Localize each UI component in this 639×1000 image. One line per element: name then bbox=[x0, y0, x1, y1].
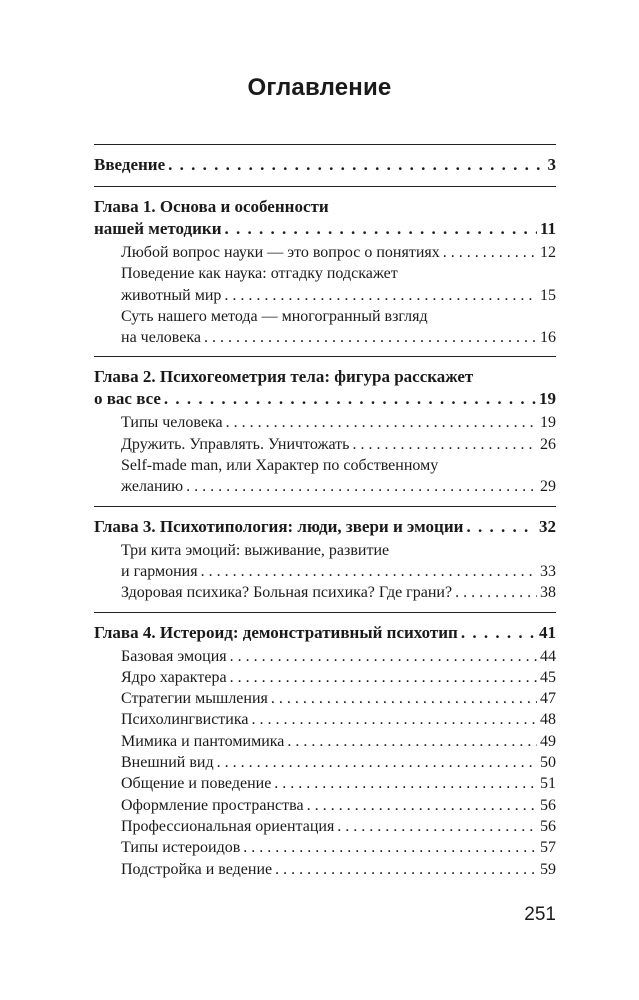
toc-chapter-title: Глава 4. Истероид: демонстративный психотип bbox=[94, 622, 458, 642]
toc-item[interactable] bbox=[94, 263, 556, 306]
toc-item[interactable] bbox=[94, 773, 556, 794]
dot-leader bbox=[230, 646, 537, 667]
toc-item[interactable] bbox=[94, 242, 556, 263]
toc-item-title: Профессиональная ориентация bbox=[121, 817, 335, 835]
toc-line bbox=[121, 859, 556, 880]
toc-section-chapter-1 bbox=[94, 186, 556, 356]
toc-page-number: 47 bbox=[540, 690, 556, 708]
toc-line bbox=[121, 582, 556, 603]
toc-chapter-title: Глава 3. Психотипология: люди, звери и эмоции bbox=[94, 516, 464, 536]
dot-leader bbox=[186, 476, 537, 497]
toc-page-number: 38 bbox=[540, 584, 556, 602]
dot-leader bbox=[217, 752, 537, 773]
dot-leader bbox=[352, 434, 537, 455]
toc-item[interactable] bbox=[94, 412, 556, 433]
toc-page-number: 16 bbox=[540, 329, 556, 347]
toc-page-number: 45 bbox=[540, 668, 556, 686]
toc-section-intro bbox=[94, 144, 556, 186]
toc-page-number: 51 bbox=[540, 775, 556, 793]
page-number: 251 bbox=[524, 904, 556, 925]
toc-page-number: 32 bbox=[539, 516, 556, 536]
toc-item[interactable] bbox=[94, 795, 556, 816]
toc-item-title: Психолингвистика bbox=[121, 711, 249, 729]
dot-leader bbox=[274, 773, 537, 794]
toc-item-title-line2: на человека bbox=[121, 329, 201, 347]
toc-chapter-title-line2: о вас все bbox=[94, 389, 161, 409]
toc-chapter[interactable] bbox=[94, 196, 556, 240]
toc-section-chapter-3 bbox=[94, 506, 556, 612]
toc-chapter[interactable] bbox=[94, 516, 556, 538]
toc-line bbox=[94, 218, 556, 240]
toc-item[interactable] bbox=[94, 688, 556, 709]
dot-leader bbox=[224, 285, 537, 306]
dot-leader bbox=[337, 816, 537, 837]
toc-line bbox=[121, 285, 556, 306]
toc-line bbox=[94, 622, 556, 644]
dot-leader bbox=[466, 516, 536, 538]
toc-chapter-title-line1: Глава 2. Психогеометрия тела: фигура расскажет bbox=[94, 367, 474, 387]
toc-line bbox=[121, 688, 556, 709]
toc-item-title-line1: Self-made man, или Характер по собственному bbox=[121, 457, 439, 475]
toc-line bbox=[121, 752, 556, 773]
toc-line bbox=[94, 154, 556, 176]
toc-item-title: Типы истероидов bbox=[121, 839, 241, 857]
dot-leader bbox=[275, 859, 537, 880]
toc-item-title: Стратегии мышления bbox=[121, 690, 268, 708]
toc-line bbox=[121, 434, 556, 455]
dot-leader bbox=[307, 795, 537, 816]
dot-leader bbox=[251, 709, 537, 730]
toc-section-chapter-2 bbox=[94, 356, 556, 505]
toc-item-title: Мимика и пантомимика bbox=[121, 732, 285, 750]
toc-item[interactable] bbox=[94, 455, 556, 498]
toc-chapter-title: Введение bbox=[94, 155, 166, 174]
toc-page-number: 33 bbox=[540, 562, 556, 580]
dot-leader bbox=[224, 218, 536, 240]
toc-item-title-line1: Три кита эмоций: выживание, развитие bbox=[121, 541, 390, 559]
toc-item[interactable] bbox=[94, 837, 556, 858]
toc-item-title-line2: желанию bbox=[121, 478, 184, 496]
toc-page-number: 19 bbox=[540, 414, 556, 432]
toc-line bbox=[94, 516, 556, 538]
toc-line bbox=[121, 327, 556, 348]
dot-leader bbox=[226, 412, 537, 433]
toc-line bbox=[121, 773, 556, 794]
toc-line bbox=[121, 667, 556, 688]
dot-leader bbox=[287, 731, 537, 752]
dot-leader bbox=[271, 688, 537, 709]
toc-page-number: 41 bbox=[539, 622, 556, 642]
toc-section-chapter-4 bbox=[94, 612, 556, 880]
toc-item-title: Любой вопрос науки — это вопрос о понятиях bbox=[121, 244, 440, 261]
toc-item[interactable] bbox=[94, 582, 556, 603]
toc-item-title: Типы человека bbox=[121, 414, 223, 432]
toc-line bbox=[121, 646, 556, 667]
toc-item-title: Дружить. Управлять. Уничтожать bbox=[121, 435, 350, 453]
toc-chapter[interactable] bbox=[94, 366, 556, 410]
toc-item[interactable] bbox=[94, 540, 556, 583]
toc-line bbox=[121, 837, 556, 858]
toc-page-number: 59 bbox=[540, 860, 556, 878]
dot-leader bbox=[201, 561, 537, 582]
toc-page-number: 11 bbox=[539, 219, 556, 238]
dot-leader bbox=[455, 582, 537, 603]
dot-leader bbox=[443, 242, 537, 263]
toc-item[interactable] bbox=[94, 667, 556, 688]
toc-page-number: 56 bbox=[540, 796, 556, 814]
toc-chapter[interactable] bbox=[94, 154, 556, 176]
toc-item[interactable] bbox=[94, 859, 556, 880]
toc-page-number: 29 bbox=[540, 478, 556, 496]
toc-page-number: 3 bbox=[547, 155, 556, 174]
toc-line bbox=[121, 795, 556, 816]
toc-item-title: Базовая эмоция bbox=[121, 647, 227, 665]
toc-chapter[interactable] bbox=[94, 622, 556, 644]
toc-item-title: Внешний вид bbox=[121, 754, 214, 772]
toc-page-number: 57 bbox=[540, 839, 556, 857]
toc-line bbox=[121, 476, 556, 497]
dot-leader bbox=[230, 667, 537, 688]
toc-line bbox=[121, 412, 556, 433]
toc-item-title-line2: и гармония bbox=[121, 562, 198, 580]
toc-page-number: 48 bbox=[540, 711, 556, 729]
toc-line bbox=[94, 388, 556, 410]
toc-page-number: 44 bbox=[540, 647, 556, 665]
toc-item-title: Ядро характера bbox=[121, 668, 227, 686]
toc-item-title-line1: Поведение как наука: отгадку подскажет bbox=[121, 265, 398, 283]
toc-item[interactable] bbox=[94, 816, 556, 837]
toc-item-title: Общение и поведение bbox=[121, 775, 272, 793]
toc-item[interactable] bbox=[94, 709, 556, 730]
toc-page-number: 19 bbox=[539, 389, 556, 409]
table-of-contents bbox=[94, 144, 556, 880]
toc-line bbox=[121, 816, 556, 837]
dot-leader bbox=[243, 837, 537, 858]
toc-item[interactable] bbox=[94, 306, 556, 349]
toc-chapter-title-line1: Глава 1. Основа и особенности bbox=[94, 197, 329, 216]
toc-item-title: Оформление пространства bbox=[121, 796, 304, 814]
toc-item[interactable] bbox=[94, 434, 556, 455]
toc-line bbox=[121, 731, 556, 752]
dot-leader bbox=[204, 327, 537, 348]
dot-leader bbox=[168, 154, 544, 176]
toc-page-number: 50 bbox=[540, 754, 556, 772]
toc-item-title-line2: животный мир bbox=[121, 286, 222, 304]
toc-page-number: 26 bbox=[540, 435, 556, 453]
dot-leader bbox=[461, 622, 536, 644]
toc-item[interactable] bbox=[94, 646, 556, 667]
toc-page-number: 56 bbox=[540, 817, 556, 835]
toc-item-title: Здоровая психика? Больная психика? Где грани? bbox=[121, 584, 453, 602]
toc-item-title-line1: Суть нашего метода — многогранный взгляд bbox=[121, 307, 428, 325]
toc-line bbox=[121, 561, 556, 582]
toc-line bbox=[121, 709, 556, 730]
toc-page-number: 12 bbox=[540, 244, 556, 261]
toc-item[interactable] bbox=[94, 731, 556, 752]
dot-leader bbox=[164, 388, 536, 410]
toc-line bbox=[121, 242, 556, 263]
page-title: Оглавление bbox=[247, 74, 392, 101]
toc-page-number: 49 bbox=[540, 732, 556, 750]
toc-chapter-title-line2: нашей методики bbox=[94, 219, 222, 238]
toc-item-title: Подстройка и ведение bbox=[121, 860, 273, 878]
toc-page-number: 15 bbox=[540, 286, 556, 304]
toc-item[interactable] bbox=[94, 752, 556, 773]
